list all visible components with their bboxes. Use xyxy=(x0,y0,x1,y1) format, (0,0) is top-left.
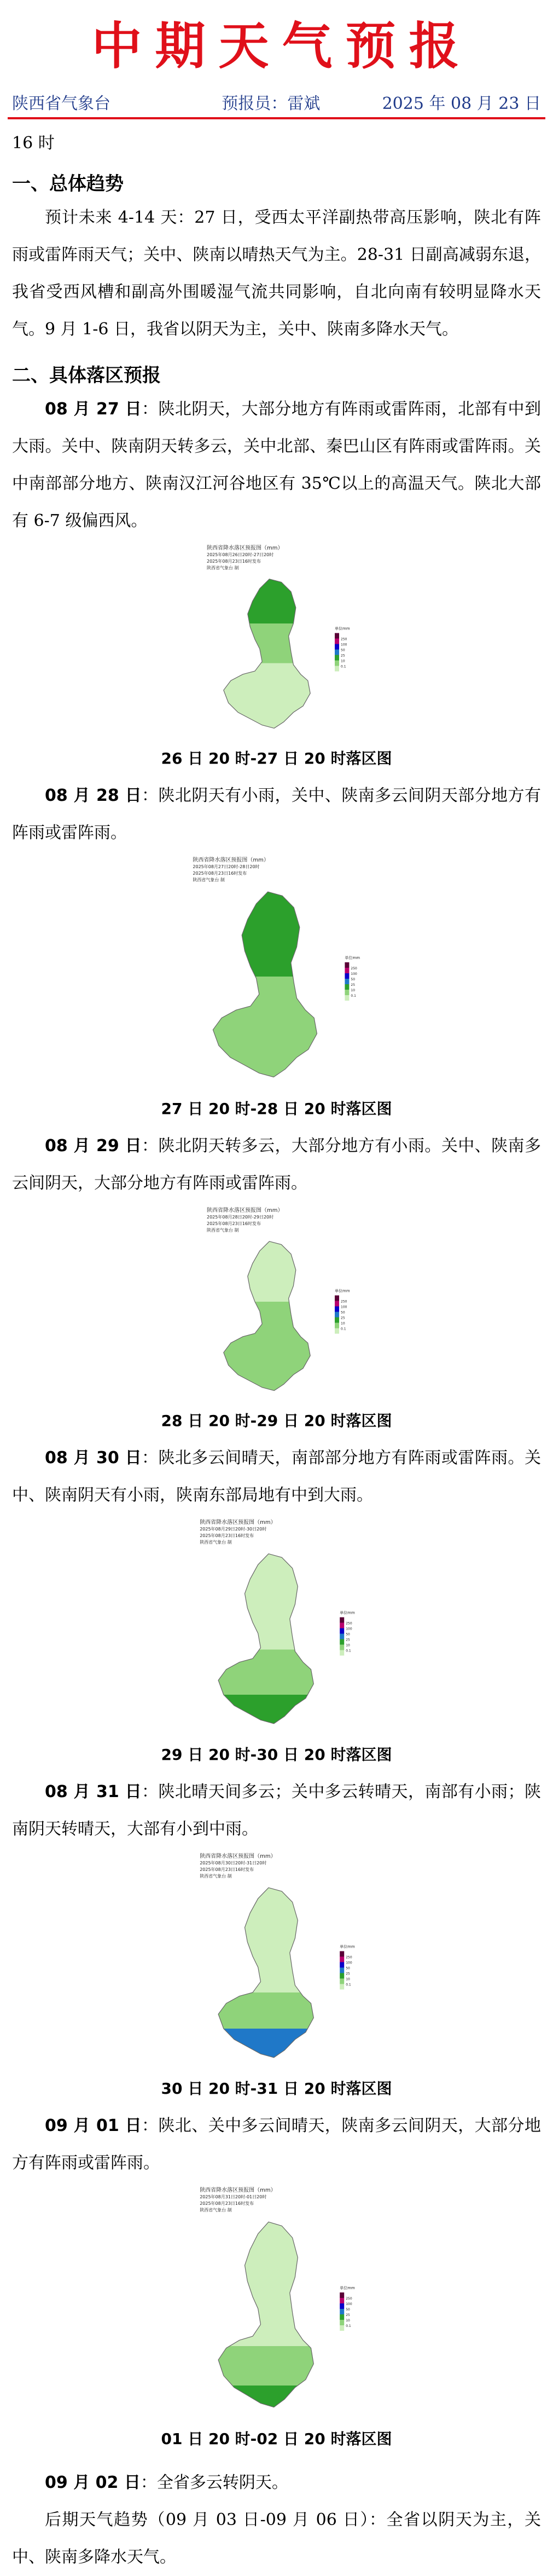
precip-map xyxy=(156,1516,397,1741)
day-forecast-paragraph xyxy=(12,2107,541,2182)
legend-label: 10 xyxy=(345,2319,350,2323)
info-bar xyxy=(12,92,541,116)
precip-fill-group xyxy=(200,1884,332,2065)
legend-label: 0.1 xyxy=(345,1649,351,1653)
day-date: 08 月 31 日 xyxy=(45,1782,142,1801)
legend-title: 单位mm xyxy=(339,1944,355,1949)
map-issued: 2025年08月23日16时发布 xyxy=(199,2201,254,2206)
day-date: 09 月 02 日 xyxy=(45,2473,141,2492)
issue-date: 2025 年 08 月 23 日 xyxy=(382,94,541,113)
map-maker: 陕西省气象台 制 xyxy=(206,565,239,570)
section-heading-detail: 二、具体落区预报 xyxy=(12,365,161,386)
legend-swatch xyxy=(340,2292,344,2298)
precip-zone xyxy=(200,1550,332,1650)
map-caption: 26 日 20 时-27 日 20 时落区图 xyxy=(161,749,392,767)
legend-swatch xyxy=(335,1301,339,1307)
legend-label: 100 xyxy=(350,972,357,976)
page-title: 中期天气预报 xyxy=(91,17,473,76)
map-title: 陕西省降水落区预报图（mm） xyxy=(199,1520,276,1526)
section-heading-overall: 一、总体趋势 xyxy=(12,173,124,195)
legend-label: 10 xyxy=(340,1321,345,1326)
legend-swatch xyxy=(340,1973,344,1979)
map-issued: 2025年08月23日16时发布 xyxy=(199,1533,254,1538)
legend-label: 50 xyxy=(345,1632,350,1637)
map-title: 陕西省降水落区预报图（mm） xyxy=(199,1853,276,1859)
map-period: 2025年08月30日20时-31日20时 xyxy=(199,1861,266,1865)
map-maker: 陕西省气象台 制 xyxy=(199,2208,232,2213)
precip-map xyxy=(156,2184,397,2425)
legend-label: 250 xyxy=(345,1621,352,1626)
precip-zone xyxy=(207,623,327,663)
legend-swatch xyxy=(345,990,349,995)
precip-zone xyxy=(200,1650,332,1695)
legend-swatch xyxy=(345,968,349,973)
legend-swatch xyxy=(335,1312,339,1318)
precip-zone xyxy=(200,2218,332,2346)
legend-swatch xyxy=(345,984,349,990)
precip-fill-group xyxy=(200,2218,332,2415)
map-caption: 28 日 20 时-29 日 20 时落区图 xyxy=(161,1412,392,1430)
legend-swatch xyxy=(335,1323,339,1329)
legend-swatch xyxy=(340,1645,344,1650)
legend-label: 10 xyxy=(340,659,345,663)
legend-label: 10 xyxy=(345,1977,350,1982)
legend-swatch xyxy=(345,962,349,968)
legend-swatch xyxy=(335,644,339,650)
legend-swatch xyxy=(340,1650,344,1656)
legend-swatch xyxy=(340,2298,344,2303)
legend-label: 10 xyxy=(345,1643,350,1648)
day-forecast-paragraph xyxy=(12,1128,541,1202)
map-period: 2025年08月26日20时-27日20时 xyxy=(206,552,273,557)
legend-label: 50 xyxy=(345,1966,350,1971)
legend-swatch xyxy=(335,1296,339,1301)
legend-swatch xyxy=(340,2309,344,2314)
legend-label: 100 xyxy=(340,643,347,647)
map-issued: 2025年08月23日16时发布 xyxy=(199,1867,254,1872)
precip-zone xyxy=(207,576,327,623)
legend-swatch xyxy=(335,639,339,644)
legend-swatch xyxy=(340,2320,344,2325)
legend-swatch xyxy=(335,633,339,639)
precip-zone xyxy=(200,2029,332,2065)
legend-swatch xyxy=(340,1957,344,1962)
day-date: 09 月 01 日 xyxy=(45,2116,142,2135)
day-date: 08 月 29 日 xyxy=(45,1136,142,1156)
legend-swatch xyxy=(340,2314,344,2320)
legend-label: 250 xyxy=(340,637,347,642)
legend-swatch xyxy=(340,1968,344,1973)
legend-swatch xyxy=(340,1639,344,1645)
precip-fill-group xyxy=(207,1238,327,1397)
precip-map xyxy=(167,1204,386,1407)
legend-label: 25 xyxy=(345,2313,350,2317)
map-period: 2025年08月29日20时-30日20时 xyxy=(199,1527,266,1532)
legend-swatch xyxy=(340,1979,344,1984)
day-date: 08 月 27 日 xyxy=(45,400,142,419)
precip-map xyxy=(156,1850,397,2075)
day-text: ：陕北阴天有小雨，关中、陕南多云间阴天部分地方有阵雨或雷阵雨。 xyxy=(12,786,541,842)
legend-label: 25 xyxy=(350,983,355,987)
legend-label: 0.1 xyxy=(345,1983,351,1987)
day-text: ：陕北阴天，大部分地方有阵雨或雷阵雨，北部有中到大雨。关中、陕南阴天转多云，关中北部、秦巴山区有阵雨或雷阵雨。关中南部部分地方、陕南汉江河谷地区有 35℃以上的高温天气。陕北大部有 6-7 级偏西风。 xyxy=(12,400,541,530)
day-text: ：陕北阴天转多云，大部分地方有小雨。关中、陕南多云间阴天，大部分地方有阵雨或雷阵雨。 xyxy=(12,1136,541,1193)
precip-zone xyxy=(200,1695,332,1731)
overall-trend-paragraph: 预计未来 4-14 天：27 日，受西太平洋副热带高压影响，陕北有阵雨或雷阵雨天气；关中、陕南以晴热天气为主。28-31 日副高减弱东退，我省受西风槽和副高外围暖湿气流共同影响，自北向南有较明显降水天气。9 月 1-6 日，我省以阴天为主，关中、陕南多降水天气。 xyxy=(12,208,541,339)
day-forecast-paragraph xyxy=(12,1774,541,1848)
day-date: 08 月 28 日 xyxy=(45,786,142,805)
legend-swatch xyxy=(340,2303,344,2309)
legend-swatch xyxy=(335,655,339,661)
legend-swatch xyxy=(335,661,339,666)
legend-label: 250 xyxy=(345,2297,352,2301)
legend-title: 单位mm xyxy=(339,2286,355,2290)
legend-swatch xyxy=(345,979,349,984)
legend-label: 50 xyxy=(340,648,345,652)
day-forecast-paragraph xyxy=(12,2464,541,2502)
precip-fill-group xyxy=(207,576,327,735)
precip-zone xyxy=(207,1238,327,1302)
map-period: 2025年08月31日20时-01日20时 xyxy=(199,2194,266,2199)
day-forecast-paragraph xyxy=(12,1440,541,1514)
day-text: ：陕北、关中多云间晴天，陕南多云间阴天，大部分地方有阵雨或雷阵雨。 xyxy=(12,2116,541,2173)
legend-swatch xyxy=(335,1318,339,1323)
precip-map-block xyxy=(0,854,553,1095)
legend-label: 0.1 xyxy=(340,665,346,669)
map-maker: 陕西省气象台 制 xyxy=(206,1228,239,1233)
day-text: ：陕北晴天间多云；关中多云转晴天，南部有小雨；陕南阴天转晴天，大部有小到中雨。 xyxy=(12,1782,541,1839)
map-period: 2025年08月28日20时-29日20时 xyxy=(206,1215,273,1220)
map-caption: 29 日 20 时-30 日 20 时落区图 xyxy=(161,1746,392,1764)
map-title: 陕西省降水落区预报图（mm） xyxy=(206,545,283,551)
map-title: 陕西省降水落区预报图（mm） xyxy=(206,1208,283,1214)
legend-label: 250 xyxy=(350,967,357,971)
legend-title: 单位mm xyxy=(334,626,350,631)
forecaster-name: 预报员：雷斌 xyxy=(222,94,321,113)
map-period: 2025年08月27日20时-28日20时 xyxy=(192,864,260,869)
day-forecast-paragraph xyxy=(12,391,541,540)
legend-label: 25 xyxy=(340,1316,345,1320)
legend-label: 0.1 xyxy=(340,1327,346,1331)
legend-swatch xyxy=(345,973,349,979)
legend-swatch xyxy=(340,2325,344,2331)
legend-title: 单位mm xyxy=(334,1289,350,1293)
legend-swatch xyxy=(340,1623,344,1628)
legend-label: 50 xyxy=(340,1310,345,1315)
precip-map-block xyxy=(0,1204,553,1407)
map-maker: 陕西省气象台 制 xyxy=(192,877,225,882)
legend-label: 0.1 xyxy=(350,994,356,998)
issue-hour: 16 时 xyxy=(12,134,55,153)
precip-zone xyxy=(193,977,337,1085)
legend-title: 单位mm xyxy=(339,1610,355,1615)
legend-label: 0.1 xyxy=(345,2324,351,2328)
legend-label: 10 xyxy=(350,989,355,992)
legend-label: 50 xyxy=(350,978,355,981)
map-issued: 2025年08月23日16时发布 xyxy=(206,559,261,564)
precip-map-block xyxy=(0,542,553,744)
day-text: ：全省多云转阴天。 xyxy=(140,2473,288,2492)
agency-name: 陕西省气象台 xyxy=(12,94,110,113)
map-caption: 01 日 20 时-02 日 20 时落区图 xyxy=(161,2430,392,2448)
map-title: 陕西省降水落区预报图（mm） xyxy=(199,2187,276,2193)
precip-zone xyxy=(207,663,327,735)
precip-map-block xyxy=(0,1850,553,2075)
precip-map xyxy=(145,854,408,1095)
legend-label: 25 xyxy=(345,1972,350,1976)
day-date: 08 月 30 日 xyxy=(45,1448,142,1468)
map-title: 陕西省降水落区预报图（mm） xyxy=(192,857,269,863)
legend-label: 250 xyxy=(345,1955,352,1960)
legend-swatch xyxy=(340,1951,344,1957)
legend-label: 100 xyxy=(345,1961,352,1965)
legend-label: 100 xyxy=(340,1305,347,1309)
precip-map-block xyxy=(0,1516,553,1741)
legend-swatch xyxy=(335,650,339,655)
precip-map-block xyxy=(0,2184,553,2425)
map-issued: 2025年08月23日16时发布 xyxy=(192,871,247,876)
map-maker: 陕西省气象台 制 xyxy=(199,1874,232,1879)
precip-zone xyxy=(200,2386,332,2415)
day-text: ：陕北多云间晴天，南部部分地方有阵雨或雷阵雨。关中、陕南阴天有小雨，陕南东部局地有中到大雨。 xyxy=(12,1448,541,1505)
precip-map xyxy=(167,542,386,744)
legend-swatch xyxy=(340,1984,344,1990)
map-maker: 陕西省气象台 制 xyxy=(199,1540,232,1545)
map-caption: 27 日 20 时-28 日 20 时落区图 xyxy=(161,1100,392,1118)
legend-swatch xyxy=(340,1962,344,1968)
legend-swatch xyxy=(335,1307,339,1312)
outlook-paragraph: 后期天气趋势（09 月 03 日-09 月 06 日）：全省以阴天为主，关中、陕南多降水天气。 xyxy=(12,2510,541,2567)
precip-fill-group xyxy=(200,1550,332,1731)
precip-fill-group xyxy=(193,888,337,1085)
precip-zone xyxy=(193,888,337,977)
forecast-page xyxy=(0,11,553,2576)
day-forecast-paragraph xyxy=(12,777,541,852)
legend-swatch xyxy=(340,1618,344,1623)
map-issued: 2025年08月23日16时发布 xyxy=(206,1221,261,1226)
header-divider xyxy=(8,117,545,119)
precip-zone xyxy=(200,1884,332,1992)
legend-label: 250 xyxy=(340,1299,347,1304)
legend-swatch xyxy=(335,1329,339,1334)
legend-title: 单位mm xyxy=(344,956,360,960)
legend-swatch xyxy=(340,1634,344,1639)
legend-label: 25 xyxy=(340,654,345,658)
legend-label: 50 xyxy=(345,2308,350,2312)
map-caption: 30 日 20 时-31 日 20 时落区图 xyxy=(161,2080,392,2098)
legend-label: 100 xyxy=(345,2302,352,2306)
legend-swatch xyxy=(345,995,349,1001)
legend-swatch xyxy=(340,1628,344,1634)
legend-label: 25 xyxy=(345,1638,350,1642)
legend-label: 100 xyxy=(345,1627,352,1631)
legend-swatch xyxy=(335,666,339,672)
